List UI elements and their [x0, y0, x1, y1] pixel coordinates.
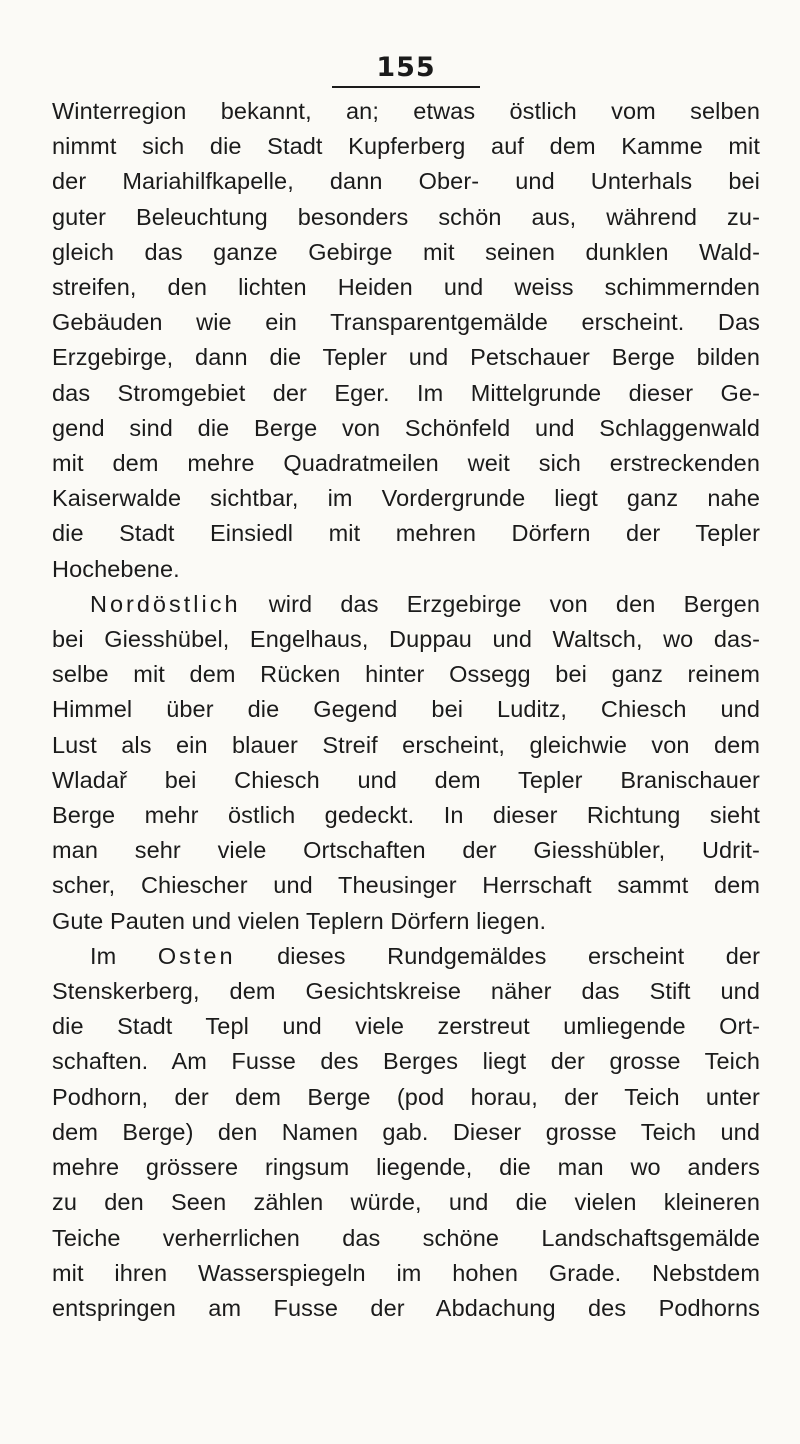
text-line	[52, 587, 760, 622]
text-line: guter Beleuchtung besonders schön aus, während zu-	[52, 203, 760, 230]
emphasis-lead: Osten	[157, 942, 236, 969]
page-header	[52, 0, 760, 94]
text-line: nimmt sich die Stadt Kupferberg auf dem Kamme mit	[52, 133, 760, 160]
text-line: man sehr viele Ortschaften der Giesshübler, Udrit-	[52, 837, 760, 864]
text-line: mit dem mehre Quadratmeilen weit sich erstreckenden	[52, 450, 760, 477]
text-line: gleich das ganze Gebirge mit seinen dunklen Wald-	[52, 238, 760, 265]
text-line: dem Berge) den Namen gab. Dieser grosse Teich und	[52, 1118, 760, 1145]
text-line: mit ihren Wasserspiegeln im hohen Grade. Nebstdem	[52, 1259, 760, 1286]
text-line: entspringen am Fusse der Abdachung des Podhorns	[52, 1294, 760, 1321]
text-line: bei Giesshübel, Engelhaus, Duppau und Waltsch, wo das-	[52, 626, 760, 653]
text-line: scher, Chiescher und Theusinger Herrschaft sammt dem	[52, 872, 760, 899]
header-rule	[332, 86, 480, 88]
text-line: Gute Pauten und vielen Teplern Dörfern liegen.	[52, 907, 547, 934]
text-line: zu den Seen zählen würde, und die vielen kleineren	[52, 1189, 760, 1216]
text-line: die Stadt Einsiedl mit mehren Dörfern der Tepler	[52, 520, 760, 547]
text-line: Hochebene.	[52, 555, 180, 582]
text-line: Erzgebirge, dann die Tepler und Petschauer Berge bilden	[52, 344, 760, 371]
text-fragment: dieses Rundgemäldes erscheint der	[235, 942, 760, 969]
text-line: Wladař bei Chiesch und dem Tepler Branischauer	[52, 766, 760, 793]
text-line: Kaiserwalde sichtbar, im Vordergrunde liegt ganz nahe	[52, 485, 760, 512]
text-line: schaften. Am Fusse des Berges liegt der grosse Teich	[52, 1048, 760, 1075]
text-line: Stenskerberg, dem Gesichtskreise näher das Stift und	[52, 978, 760, 1005]
text-line: das Stromgebiet der Eger. Im Mittelgrunde dieser Ge-	[52, 379, 760, 406]
text-line: gend sind die Berge von Schönfeld und Schlaggenwald	[52, 414, 760, 441]
text-line: selbe mit dem Rücken hinter Ossegg bei ganz reinem	[52, 661, 760, 688]
emphasis-lead: Nordöstlich	[90, 590, 241, 617]
text-line: Gebäuden wie ein Transparentgemälde erscheint. Das	[52, 309, 760, 336]
text-line: Lust als ein blauer Streif erscheint, gleichwie von dem	[52, 731, 760, 758]
paragraph	[52, 939, 760, 1326]
text-line: Himmel über die Gegend bei Luditz, Chiesch und	[52, 696, 760, 723]
text-line: Teiche verherrlichen das schöne Landschaftsgemälde	[52, 1224, 760, 1251]
body-text	[52, 94, 760, 1326]
text-line: streifen, den lichten Heiden und weiss schimmernden	[52, 274, 760, 301]
text-line: mehre grössere ringsum liegende, die man wo anders	[52, 1154, 760, 1181]
text-fragment: wird das Erzgebirge von den Bergen	[240, 590, 760, 617]
text-line: der Mariahilfkapelle, dann Ober- und Unterhals bei	[52, 168, 760, 195]
paragraph	[52, 94, 760, 587]
paragraph	[52, 587, 760, 939]
text-line: Winterregion bekannt, an; etwas östlich vom selben	[52, 98, 760, 124]
text-line	[52, 939, 760, 974]
text-line: die Stadt Tepl und viele zerstreut umliegende Ort-	[52, 1013, 760, 1040]
page-number: 155	[376, 52, 436, 83]
text-fragment: Im	[90, 942, 158, 969]
text-line: Berge mehr östlich gedeckt. In dieser Richtung sieht	[52, 802, 760, 829]
text-line: Podhorn, der dem Berge (pod horau, der Teich unter	[52, 1083, 760, 1110]
